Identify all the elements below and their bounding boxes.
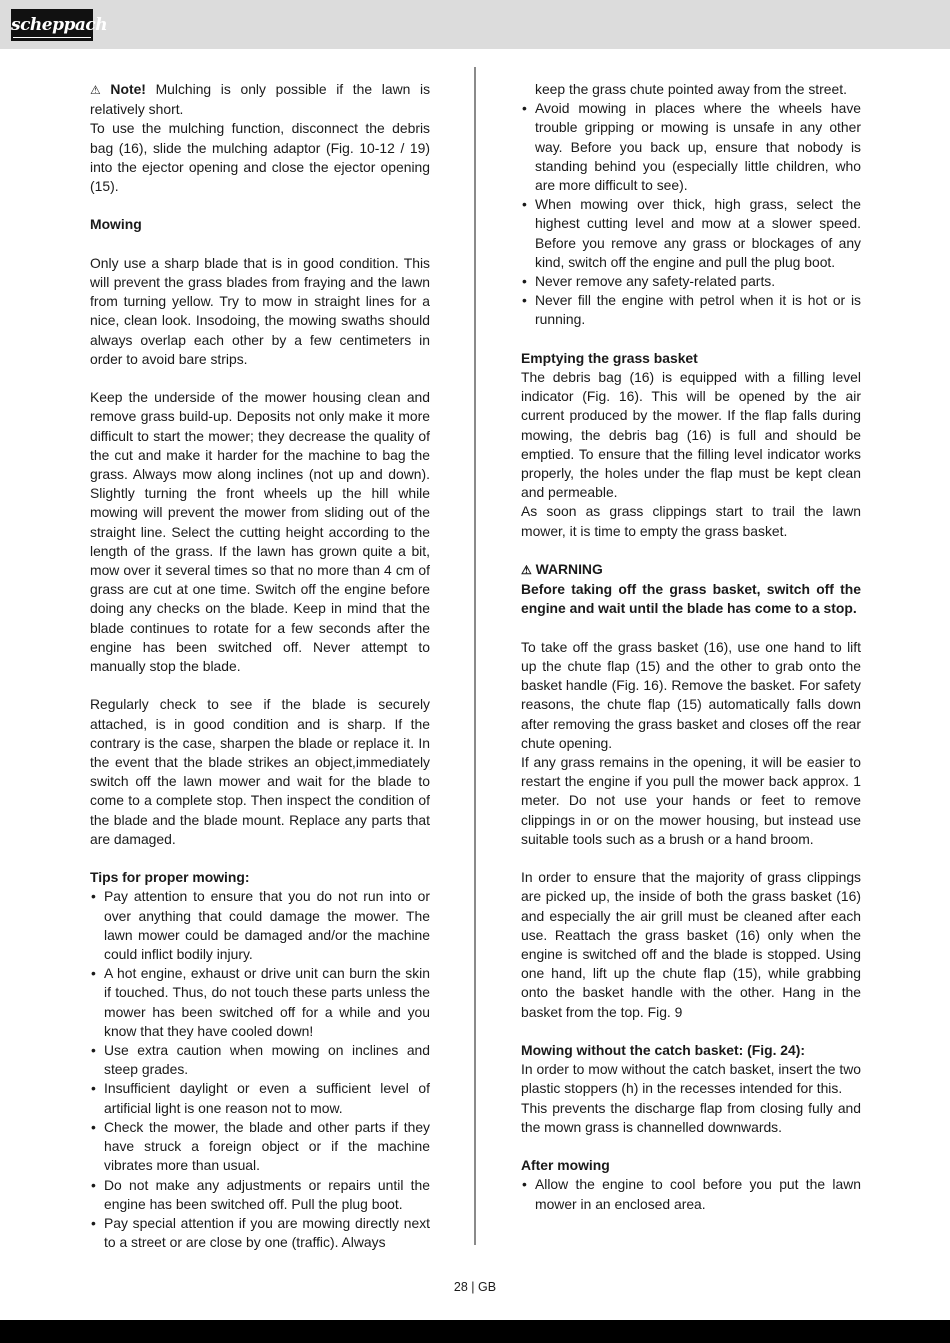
tips-list xyxy=(90,887,430,1252)
basket-paragraph-1: To take off the grass basket (16), use one hand to lift up the chute flap (15) and the other to grab onto the basket handle (Fig. 16). Remove the basket. For safety reasons, the chute flap (15) automatically falls down after removing the grass basket and closes off the rear chute opening. xyxy=(521,638,861,751)
warning-triangle-icon: ⚠ xyxy=(521,563,532,578)
basket-paragraph-3: In order to ensure that the majority of grass clippings are picked up, the inside of both the grass basket (16) and especially the air grill must be cleaned after each use. Reattach the grass basket (16) only when the engine is switched off and the blade is stopped. Using one hand, lift up the chute flap (15), while grabbing onto the basket handle with the other. Hang in the basket from the top. Fig. 9 xyxy=(521,869,861,1020)
list-item: • Avoid mowing in places where the wheels have trouble gripping or mowing is unsafe in any other way. Before you back up, ensure that nobody is standing behind you (especially little children, who are more difficult to see). xyxy=(521,99,861,195)
list-item: • Do not make any adjustments or repairs until the engine has been switched off. Pull the plug boot. xyxy=(90,1176,430,1214)
tips-list-continued xyxy=(521,99,861,329)
mulch-paragraph: To use the mulching function, disconnect the debris bag (16), slide the mulching adaptor (Fig. 10-12 / 19) into the ejector opening and close the ejector opening (15). xyxy=(90,120,430,195)
right-column xyxy=(521,80,861,1214)
no-catch-paragraph-1: In order to mow without the catch basket, insert the two plastic stoppers (h) in the recesses intended for this. xyxy=(521,1061,861,1097)
list-item: • Never remove any safety-related parts. xyxy=(521,272,861,291)
emptying-paragraph-2: As soon as grass clippings start to trail the lawn mower, it is time to empty the grass basket. xyxy=(521,503,861,539)
list-item: • Pay special attention if you are mowing directly next to a street or are close by one (traffic). Always xyxy=(90,1214,430,1252)
list-item: • When mowing over thick, high grass, select the highest cutting level and mow at a slower speed. Before you remove any grass or blockages of any kind, switch off the engine and pull the plug boot. xyxy=(521,195,861,272)
continued-line: keep the grass chute pointed away from the street. xyxy=(535,81,847,97)
list-item: • Never fill the engine with petrol when it is hot or is running. xyxy=(521,291,861,329)
list-item: • Use extra caution when mowing on inclines and steep grades. xyxy=(90,1041,430,1079)
warning-label: WARNING xyxy=(535,561,603,578)
emptying-heading: Emptying the grass basket xyxy=(521,349,698,366)
no-catch-paragraph-2: This prevents the discharge flap from closing fully and the mown grass is channelled downwards. xyxy=(521,1099,861,1135)
no-catch-heading: Mowing without the catch basket: (Fig. 24): xyxy=(521,1042,805,1059)
mowing-paragraph-3: Regularly check to see if the blade is securely attached, is in good condition and is sharp. If the contrary is the case, sharpen the blade or replace it. In the event that the blade strikes an object,immediately switch off the lawn mower and wait for the blade to come to a complete stop. Then inspect the condition of the blade and the blade mount. Replace any parts that are damaged. xyxy=(90,696,430,847)
list-item: • Pay attention to ensure that you do not run into or over anything that could damage the mower. The lawn mower could be damaged and/or the machine could inflict bodily injury. xyxy=(90,887,430,964)
warning-triangle-icon: ⚠ xyxy=(90,83,101,97)
header-bar xyxy=(0,0,950,49)
brand-logo: scheppach xyxy=(11,9,93,41)
warning-text: Before taking off the grass basket, switch off the engine and wait until the blade has come to a stop. xyxy=(521,581,861,617)
after-mowing-list xyxy=(521,1175,861,1213)
mowing-paragraph-1: Only use a sharp blade that is in good condition. This will prevent the grass blades from fraying and the lawn from turning yellow. Try to mow in straight lines for a nice, clean look. Insodoing, the mowing swaths should always overlap each other by a few centimeters in order to avoid bare strips. xyxy=(90,254,430,367)
mowing-paragraph-2: Keep the underside of the mower housing clean and remove grass build-up. Deposits not only make it more difficult to start the mower; they decrease the quality of the cut and make it harder for the machine to bag the grass. Always mow along inclines (not up and down). Slightly turning the front wheels up the hill while mowing will prevent the mower from sliding out of the straight line. Select the cutting height according to the length of the grass. If the lawn has grown quite a bit, mow over it several times so that no more than 4 cm of grass are cut at one time. Switch off the engine before doing any checks on the blade. Keep in mind that the blade continues to rotate for a few seconds after the engine has been switched off. Never attempt to manually stop the blade. xyxy=(90,389,430,675)
tips-heading: Tips for proper mowing: xyxy=(90,869,250,886)
basket-paragraph-2: If any grass remains in the opening, it will be easier to restart the engine if you pull the mower back approx. 1 meter. Do not use your hands or feet to remove clippings in or on the mower housing, but instead use suitable tools such as a brush or a hand broom. xyxy=(521,754,861,847)
list-item: • Check the mower, the blade and other parts if they have struck a foreign object or if the machine vibrates more than usual. xyxy=(90,1118,430,1176)
note-paragraph xyxy=(90,80,430,119)
list-item: • Insufficient daylight or even a sufficient level of artificial light is one reason not to mow. xyxy=(90,1079,430,1117)
note-label: Note! xyxy=(110,81,146,97)
after-mowing-heading: After mowing xyxy=(521,1157,610,1174)
emptying-paragraph-1: The debris bag (16) is equipped with a filling level indicator (Fig. 16). This will be opened by the air current produced by the mower. If the flap falls during mowing, the debris bag (16) is full and should be emptied. To ensure that the filling level indicator works properly, the holes under the flap must be kept clean and permeable. xyxy=(521,369,861,501)
note-text: Mulching is only possible if the lawn is relatively short. xyxy=(90,81,431,118)
mowing-heading: Mowing xyxy=(90,216,142,233)
left-column xyxy=(90,80,430,1252)
list-item: • Allow the engine to cool before you put the lawn mower in an enclosed area. xyxy=(521,1175,861,1213)
footer-bar xyxy=(0,1320,950,1343)
page-number: 28 | GB xyxy=(453,1280,497,1294)
warning-heading xyxy=(521,560,861,580)
column-divider xyxy=(474,67,476,1245)
list-item: • A hot engine, exhaust or drive unit can burn the skin if touched. Thus, do not touch these parts unless the mower has been switched off for a while and you know that they have cooled down! xyxy=(90,964,430,1041)
